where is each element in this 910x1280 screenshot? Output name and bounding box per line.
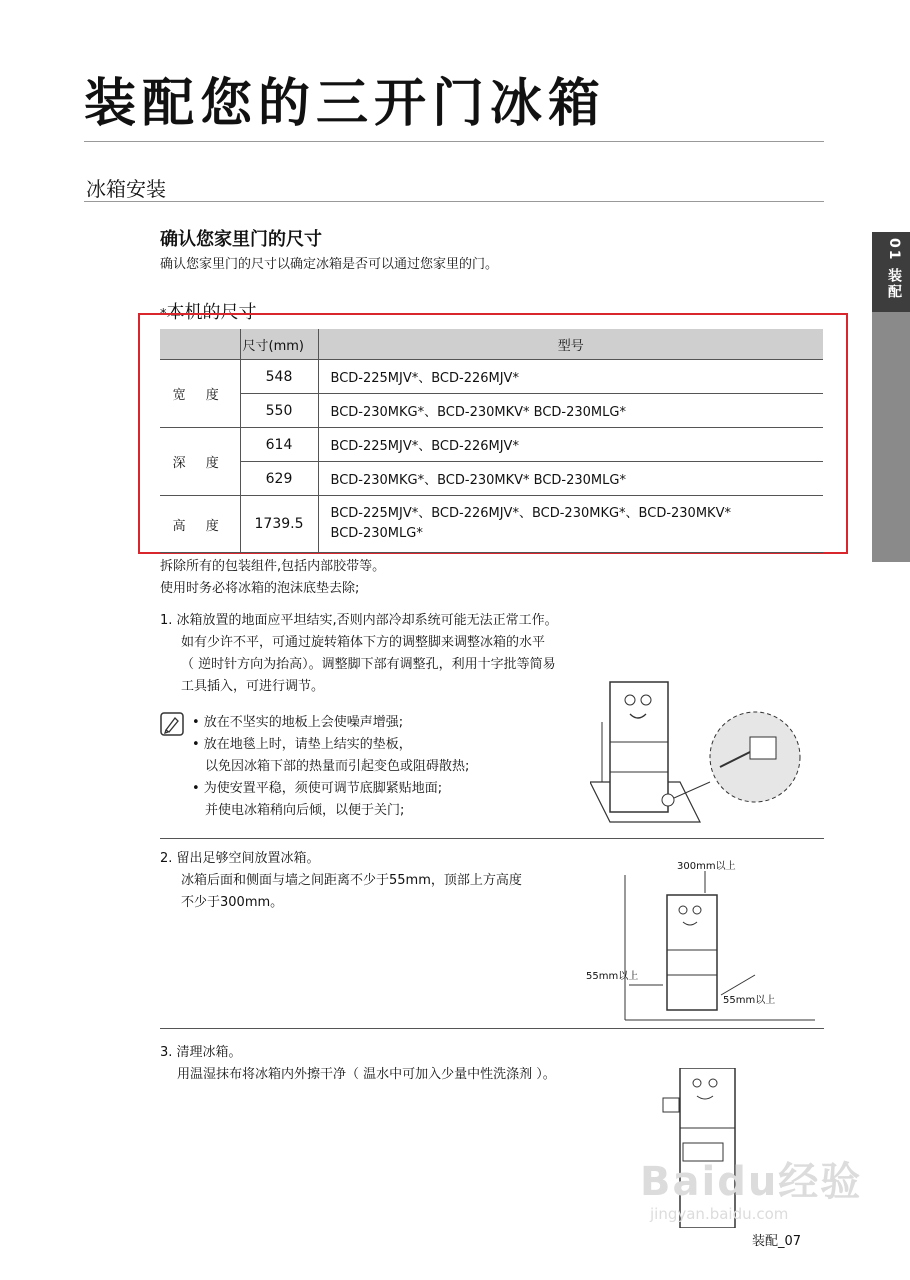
model-line: BCD-230MLG* (330, 526, 423, 541)
dim-label-width: 宽 度 (160, 360, 240, 428)
side-tab-gray (872, 312, 910, 562)
foot-marker (662, 794, 674, 806)
model-cell: BCD-225MJV*、BCD-226MJV* (318, 428, 823, 462)
note-icon (160, 712, 184, 736)
intro-line: 拆除所有的包装组件,包括内部胶带等。 (160, 559, 386, 574)
hand-thumb (663, 1098, 679, 1112)
model-cell: BCD-230MKG*、BCD-230MKV* BCD-230MLG* (318, 462, 823, 496)
header-size: 尺寸(mm) (240, 329, 318, 360)
caption-text: 本机的尺寸 (166, 302, 257, 323)
step2-line: 2. 留出足够空间放置冰箱。 (160, 851, 320, 866)
title-rule (84, 141, 824, 142)
note-line: • 放在不坚实的地板上会使噪声增强; (192, 715, 404, 730)
table-row (160, 360, 823, 394)
label-top: 300mm以上 (677, 861, 736, 872)
step3-line: 3. 清理冰箱。 (160, 1045, 242, 1060)
side-tab-label: 01 装配 (886, 238, 902, 301)
label-left: 55mm以上 (586, 971, 639, 982)
step3-line: 用温湿抹布将冰箱内外擦干净（ 温水中可加入少量中性洗涤剂 ）。 (177, 1067, 556, 1082)
note-line: 并使电冰箱稍向后倾，以便于关门; (205, 803, 405, 818)
step1-line: 1. 冰箱放置的地面应平坦结实,否则内部冷却系统可能无法正常工作。 (160, 613, 558, 628)
fridge-body (610, 682, 668, 812)
step1-line: （ 逆时针方向为抬高）。调整脚下部有调整孔，利用十字批等简易 (181, 657, 556, 672)
size-cell: 1739.5 (240, 496, 318, 553)
model-cell: BCD-225MJV*、BCD-226MJV* (318, 360, 823, 394)
fridge-eye (709, 1079, 717, 1087)
size-cell: 629 (240, 462, 318, 496)
fridge-eye (693, 1079, 701, 1087)
step2-line: 冰箱后面和侧面与墙之间距离不少于55mm，顶部上方高度 (181, 873, 522, 888)
leveling-figure (590, 672, 820, 832)
label-right: 55mm以上 (723, 995, 776, 1006)
step1-notes (192, 712, 469, 822)
watermark-logo: Baidu经验 (640, 1159, 863, 1205)
subsection-desc: 确认您家里门的尺寸以确定冰箱是否可以通过您家里的门。 (160, 257, 499, 272)
note-line: 以免因冰箱下部的热量而引起变色或阻碍散热; (205, 759, 470, 774)
page-number: 装配_07 (752, 1234, 802, 1249)
clearance-figure (585, 855, 820, 1025)
step3-text (160, 1042, 556, 1086)
step2-text (160, 848, 522, 914)
step1-line: 如有少许不平，可通过旋转箱体下方的调整脚来调整冰箱的水平 (181, 635, 546, 650)
size-cell: 550 (240, 394, 318, 428)
divider (160, 838, 824, 839)
table-row (160, 394, 823, 428)
table-row (160, 428, 823, 462)
table-row (160, 462, 823, 496)
size-cell: 548 (240, 360, 318, 394)
header-model: 型号 (318, 329, 823, 360)
size-cell: 614 (240, 428, 318, 462)
intro-line: 使用时务必将冰箱的泡沫底垫去除; (160, 581, 360, 596)
model-line: BCD-225MJV*、BCD-226MJV*、BCD-230MKG*、BCD-230MKV* (330, 506, 731, 521)
adjust-foot (750, 737, 776, 759)
subsection-heading: 确认您家里门的尺寸 (160, 229, 322, 250)
fridge-eye (693, 906, 701, 914)
watermark-url: jingyan.baidu.com (650, 1205, 789, 1223)
fridge-body (667, 895, 717, 1010)
dim-label-height: 高 度 (160, 496, 240, 553)
header-dim (160, 329, 240, 360)
table-header-row (160, 329, 823, 360)
note-line: • 为使安置平稳，须使可调节底脚紧贴地面; (192, 781, 443, 796)
note-line: • 放在地毯上时，请垫上结实的垫板， (192, 737, 412, 752)
table-row (160, 496, 823, 553)
fridge-eye (641, 695, 651, 705)
divider (160, 1028, 824, 1029)
fridge-eye (625, 695, 635, 705)
step1-line: 工具插入，可进行调节。 (181, 679, 325, 694)
fridge-eye (679, 906, 687, 914)
step2-line: 不少于300mm。 (181, 895, 284, 910)
section-rule (84, 201, 824, 202)
section-heading: 冰箱安装 (86, 177, 166, 201)
model-cell (318, 496, 823, 553)
intro-text (160, 556, 385, 600)
step1-text (160, 610, 558, 698)
model-cell: BCD-230MKG*、BCD-230MKV* BCD-230MLG* (318, 394, 823, 428)
page-title: 装配您的三开门冰箱 (84, 74, 607, 134)
dimension-table (160, 329, 823, 553)
caption-star: * (160, 307, 167, 322)
dim-label-depth: 深 度 (160, 428, 240, 496)
